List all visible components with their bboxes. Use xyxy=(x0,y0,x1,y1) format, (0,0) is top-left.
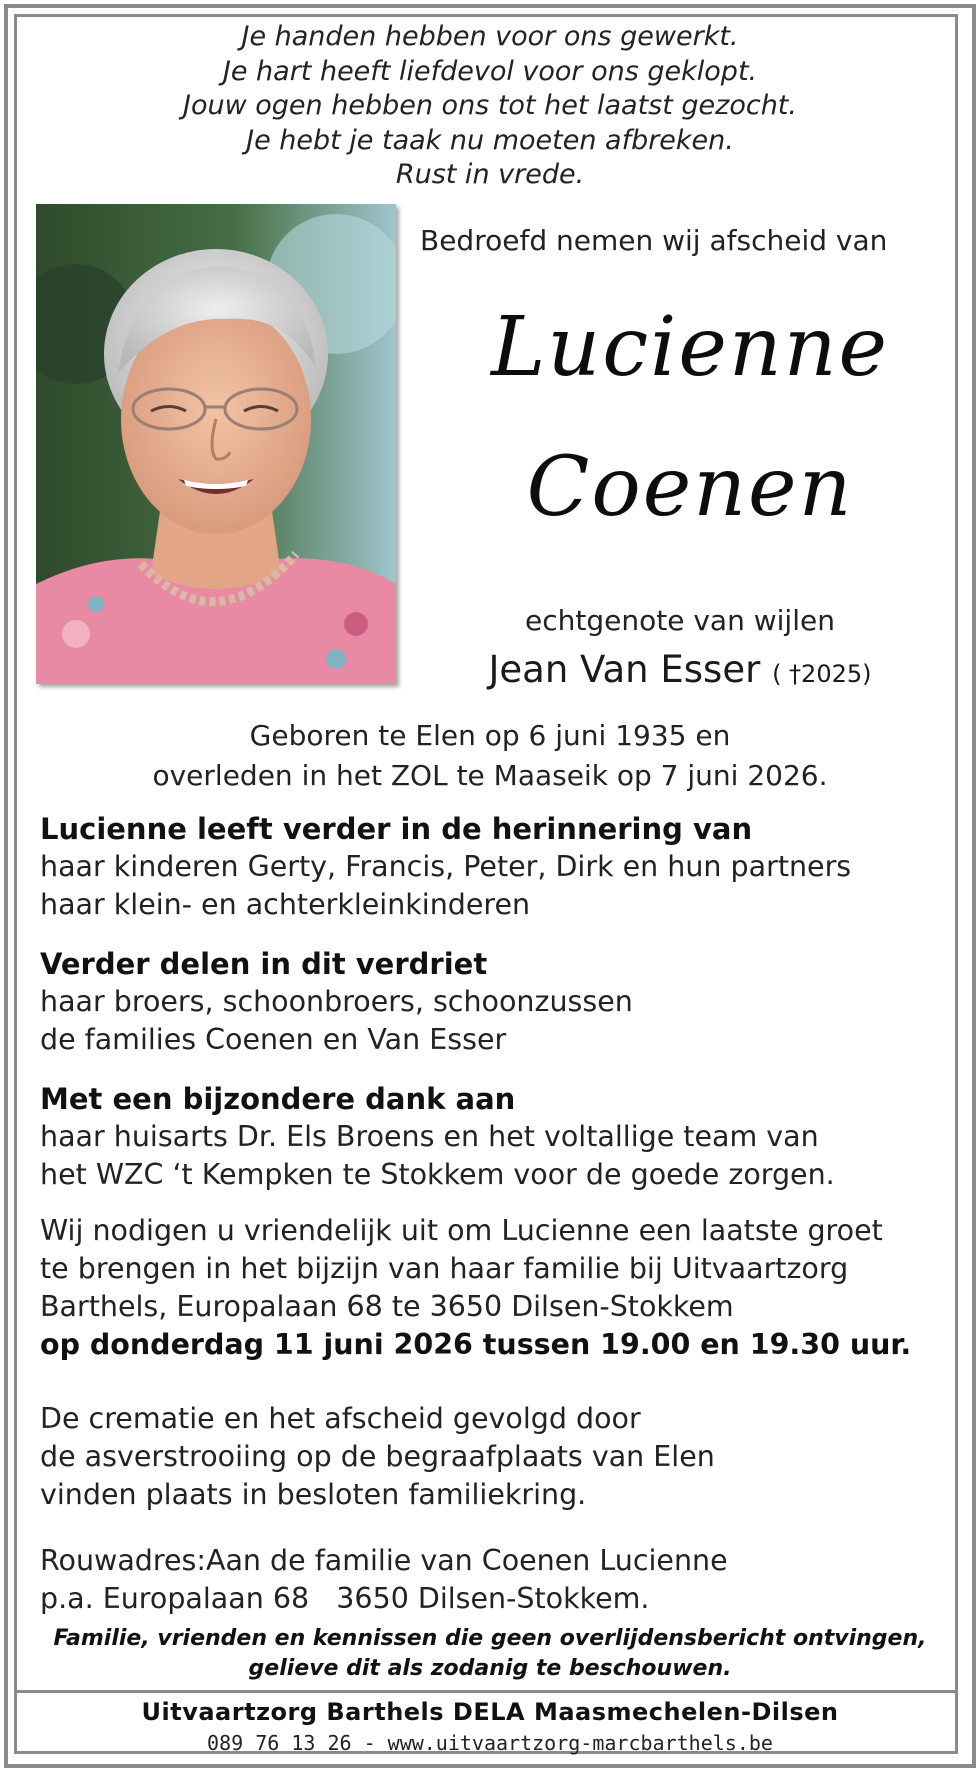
invitation-line: te brengen in het bijzijn van haar familie bij Uitvaartzorg xyxy=(40,1252,849,1285)
grief-line: de families Coenen en Van Esser xyxy=(40,1023,507,1056)
grief-section xyxy=(40,945,960,1059)
invitation-line: Wij nodigen u vriendelijk uit om Lucienne een laatste groet xyxy=(40,1214,883,1247)
cremation-section xyxy=(40,1400,960,1514)
address-section xyxy=(40,1542,960,1618)
spouse-prefix: echtgenote van wijlen xyxy=(525,604,835,637)
death-line: overleden in het ZOL te Maaseik op 7 juni 2026. xyxy=(152,759,828,792)
spouse-death-year: ( †2025) xyxy=(772,660,872,688)
grief-line: haar broers, schoonbroers, schoonzussen xyxy=(40,985,633,1018)
memory-heading: Lucienne leeft verder in de herinnering van xyxy=(40,812,753,846)
cremation-line: De crematie en het afscheid gevolgd door xyxy=(40,1402,641,1435)
poem xyxy=(0,20,980,193)
thanks-heading: Met een bijzondere dank aan xyxy=(40,1082,516,1116)
poem-line: Je hebt je taak nu moeten afbreken. xyxy=(246,124,734,156)
spouse-line xyxy=(400,648,960,691)
cremation-line: vinden plaats in besloten familiekring. xyxy=(40,1478,587,1511)
thanks-line: het WZC ‘t Kempken te Stokkem voor de goede zorgen. xyxy=(40,1158,835,1191)
thanks-line: haar huisarts Dr. Els Broens en het voltallige team van xyxy=(40,1120,819,1153)
footer-contact: 089 76 13 26 - www.uitvaartzorg-marcbarthels.be xyxy=(207,1731,773,1755)
deceased-first-name: Lucienne xyxy=(490,300,890,395)
poem-line: Je handen hebben voor ons gewerkt. xyxy=(241,21,739,52)
notice xyxy=(0,1624,980,1684)
invitation-line: Barthels, Europalaan 68 te 3650 Dilsen-Stokkem xyxy=(40,1290,734,1323)
memory-line: haar kinderen Gerty, Francis, Peter, Dirk en hun partners xyxy=(40,850,852,883)
portrait-illustration xyxy=(36,204,396,684)
cremation-line: de asverstrooiing op de begraafplaats van Elen xyxy=(40,1440,715,1473)
footer-divider xyxy=(14,1690,958,1693)
poem-line: Rust in vrede. xyxy=(395,159,585,190)
invitation-section xyxy=(40,1212,960,1364)
memory-section xyxy=(40,810,960,924)
grief-heading: Verder delen in dit verdriet xyxy=(40,947,488,981)
poem-line: Jouw ogen hebben ons tot het laatst gezocht. xyxy=(183,90,797,121)
birth-death-dates xyxy=(0,716,980,796)
birth-line: Geboren te Elen op 6 juni 1935 en xyxy=(249,719,731,752)
memory-line: haar klein- en achterkleinkinderen xyxy=(40,888,531,921)
notice-line-2: gelieve dit als zodanig te beschouwen. xyxy=(248,1656,732,1681)
footer-company: Uitvaartzorg Barthels DELA Maasmechelen-Dilsen xyxy=(141,1698,839,1726)
notice-line-1: Familie, vrienden en kennissen die geen overlijdensbericht ontvingen, xyxy=(53,1626,927,1651)
invitation-when: op donderdag 11 juni 2026 tussen 19.00 en 19.30 uur. xyxy=(40,1328,912,1361)
poem-line: Je hart heeft liefdevol voor ons geklopt. xyxy=(222,55,758,87)
deceased-last-name: Coenen xyxy=(526,440,854,535)
portrait-photo xyxy=(36,204,396,684)
thanks-section xyxy=(40,1080,960,1194)
spouse-name: Jean Van Esser xyxy=(488,648,761,691)
intro-text: Bedroefd nemen wij afscheid van xyxy=(420,224,888,257)
address-line-2: p.a. Europalaan 68 3650 Dilsen-Stokkem. xyxy=(40,1582,650,1615)
address-line-1: Rouwadres:Aan de familie van Coenen Lucienne xyxy=(40,1544,728,1577)
